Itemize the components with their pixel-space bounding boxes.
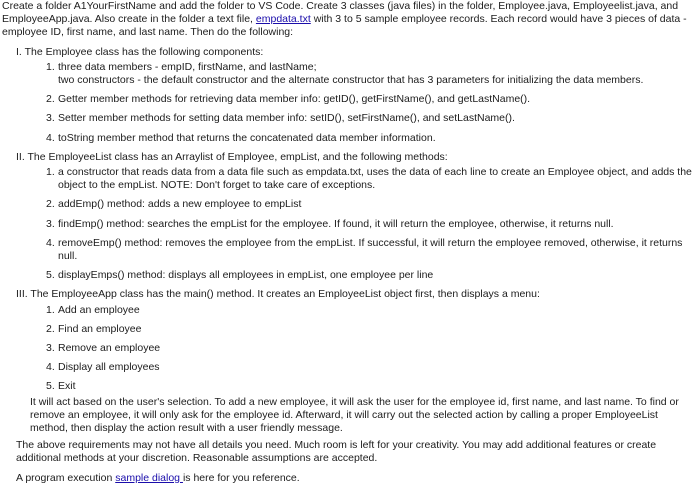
reference-prefix: A program execution [16,471,116,484]
list-item [2,61,696,87]
item-text: addEmp() method: adds a new employee to empList [58,198,302,211]
section-description: It will act based on the user's selection. To add a new employee, it will ask the user for the employee id, first name, and last name. To find or remove an employee, it will only ask for the employee id. Afterward, it will carry out the selected action by calling a proper EmployeeList method, then display the action result with a user friendly message. [30,395,679,435]
list-item [2,237,696,263]
menu-option [2,342,696,355]
intro-paragraph [2,0,696,40]
list-item [2,93,696,106]
assignment-document [2,0,696,485]
item-text: displayEmps() method: displays all employees in empList, one employee per line [58,269,434,282]
list-item [2,132,696,145]
menu-option [2,361,696,374]
item-number: 3. [46,217,55,230]
section-numeral: II. [16,150,25,163]
section-item-list [2,166,696,282]
menu-option [2,380,696,393]
list-item [2,269,696,282]
section-heading-text: The EmployeeApp class has the main() method. It creates an EmployeeList object first, then displays a menu: [30,288,540,301]
menu-option-list [2,304,696,394]
item-number: 1. [46,303,55,316]
item-text: Remove an employee [58,342,161,355]
reference-line [2,472,696,485]
section-employeeapp-class [2,288,696,435]
item-number: 4. [46,236,55,249]
intro-text-part1: Create a folder A1YourFirstName and add the folder to VS Code. Create 3 classes (java files) in the folder, Employee.java, Employeelist.java, and EmployeeApp.java. Also create in the folder a text file, [2,0,679,26]
item-number: 2. [46,93,55,106]
item-number: 1. [46,60,55,73]
list-item [2,218,696,231]
section-employee-class [2,46,696,145]
item-number: 3. [46,112,55,125]
item-number: 5. [46,269,55,282]
closing-paragraph: The above requirements may not have all details you need. Much room is left for your creativity. You may add additional features or create additional methods at your discretion. Reasonable assumptions are accepted. [16,439,657,465]
reference-suffix: is here for you reference. [182,471,300,484]
item-number: 4. [46,361,55,374]
sample-dialog-link[interactable]: sample dialog [115,471,183,484]
item-number: 2. [46,198,55,211]
section-heading-text: The EmployeeList class has an Arraylist of Employee, empList, and the following methods: [27,150,448,163]
section-item-list [2,61,696,145]
intro-text-part2: with 3 to 5 sample employee records. Each record would have 3 pieces of data - employee ID, first name, and last name. Then do the following: [2,13,687,39]
item-number: 2. [46,322,55,335]
section-heading [2,288,696,301]
item-text: Add an employee [58,303,140,316]
item-number: 3. [46,342,55,355]
list-item [2,112,696,125]
list-item [2,198,696,211]
list-item [2,166,696,192]
section-employeelist-class [2,151,696,283]
section-heading [2,46,696,59]
item-number: 1. [46,166,55,179]
item-number: 4. [46,131,55,144]
section-heading [2,151,696,164]
item-number: 5. [46,380,55,393]
section-numeral: III. [16,288,28,301]
section-numeral: I. [16,45,22,58]
menu-option [2,304,696,317]
section-heading-text: The Employee class has the following components: [24,45,264,58]
item-text: three data members - empID, firstName, and lastName; [58,60,317,73]
item-text: findEmp() method: searches the empList for the employee. If found, it will return the employee, otherwise, it returns null. [58,217,614,230]
item-text: a constructor that reads data from a data file such as empdata.txt, uses the data of each line to create an Employee object, and adds the object to the empList. NOTE: Don't forget to take care of exceptions. [58,166,692,192]
item-subtext: two constructors - the default constructor and the alternate constructor that has 3 parameters for initializing the data members. [58,74,644,87]
empdata-file-link[interactable]: empdata.txt [255,13,311,26]
item-text: Find an employee [58,322,142,335]
item-text: Setter member methods for setting data member info: setID(), setFirstName(), and setLastName(). [58,112,515,125]
menu-option [2,323,696,336]
item-text: Getter member methods for retrieving data member info: getID(), getFirstName(), and getLastName(). [58,93,531,106]
item-text: toString member method that returns the concatenated data member information. [58,131,436,144]
item-text: removeEmp() method: removes the employee from the empList. If successful, it will return the employee removed, otherwise, it returns null. [58,236,683,263]
item-text: Exit [58,380,76,393]
item-text: Display all employees [58,361,160,374]
